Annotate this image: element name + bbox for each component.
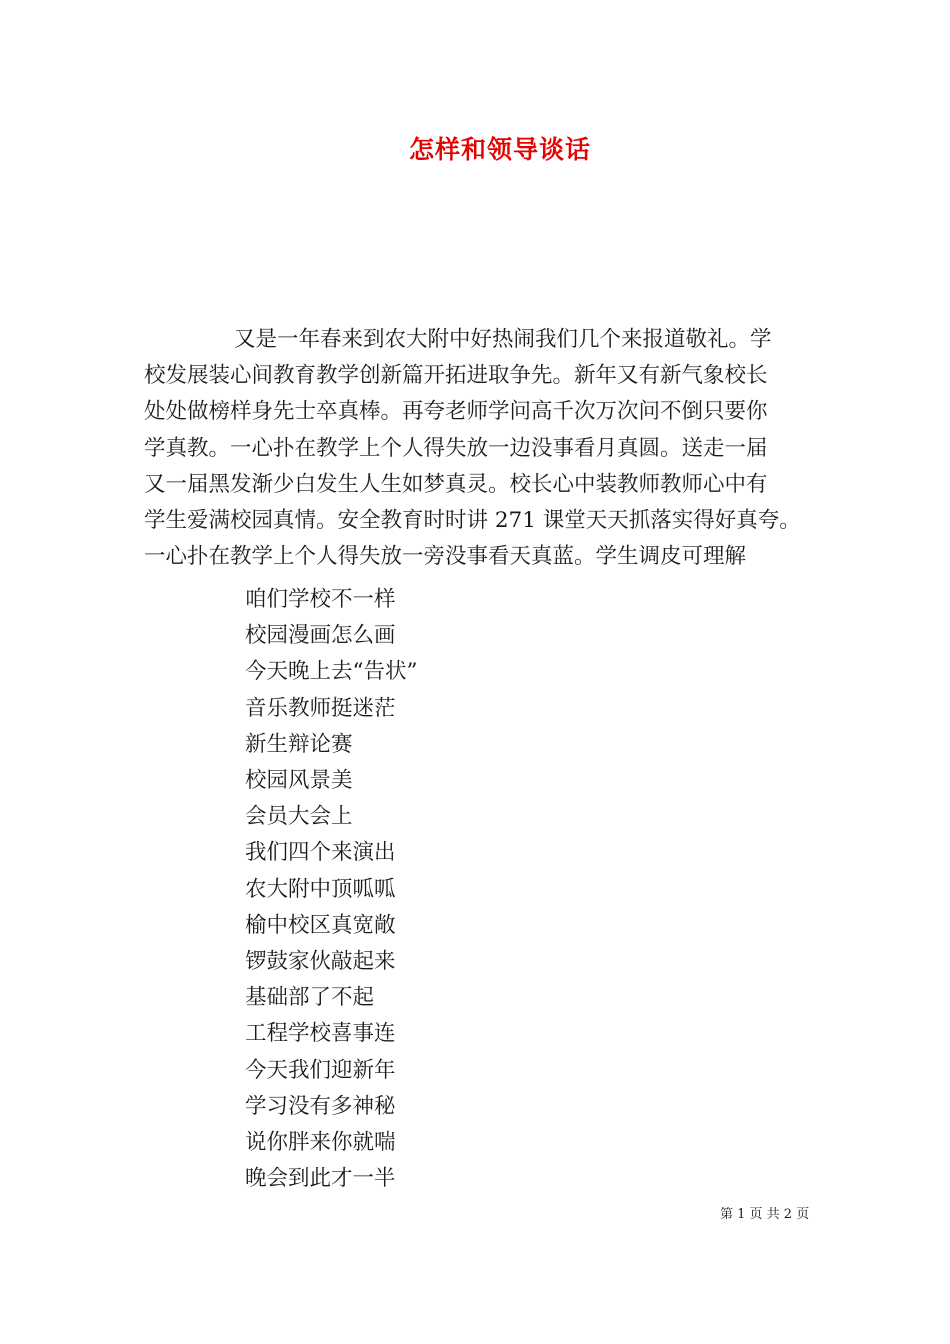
list-item: 咱们学校不一样 xyxy=(245,587,396,612)
paragraph-line: 一心扑在教学上个人得失放一旁没事看天真蓝。学生调皮可理解 xyxy=(144,544,747,570)
item-list xyxy=(245,582,417,1197)
list-item: 会员大会上 xyxy=(245,804,353,830)
list-item: 基础部了不起 xyxy=(245,985,375,1011)
paragraph-line: 学真教。一心扑在教学上个人得失放一边没事看月真圆。送走一届 xyxy=(144,435,768,461)
list-item: 晚会到此才一半 xyxy=(245,1166,396,1192)
list-item: 新生辩论赛 xyxy=(245,731,353,757)
list-item: 榆中校区真宽敞 xyxy=(245,912,396,938)
list-item: 音乐教师挺迷茫 xyxy=(245,695,396,721)
list-item: 农大附中顶呱呱 xyxy=(245,876,396,902)
list-item: 校园风景美 xyxy=(245,768,353,794)
list-item: 学习没有多神秘 xyxy=(245,1093,396,1119)
paragraph-line: 又一届黑发渐少白发生人生如梦真灵。校长心中装教师教师心中有 xyxy=(144,471,768,497)
paragraph-line: 学生爱满校园真情。安全教育时时讲 271 课堂天天抓落实得好真夸。 xyxy=(144,508,801,534)
list-item: 今天晚上去“告状” xyxy=(245,659,418,685)
list-item: 今天我们迎新年 xyxy=(245,1057,396,1083)
list-item: 锣鼓家伙敲起来 xyxy=(245,949,396,975)
paragraph-line: 处处做榜样身先士卒真棒。再夸老师学问高千次万次问不倒只要你 xyxy=(144,399,768,425)
list-item: 工程学校喜事连 xyxy=(245,1021,396,1047)
paragraph-line: 又是一年春来到农大附中好热闹我们几个来报道敬礼。学 xyxy=(234,327,772,352)
body-paragraph xyxy=(144,322,824,575)
list-item: 校园漫画怎么画 xyxy=(245,623,396,649)
document-title: 怎样和领导谈话 xyxy=(408,135,591,164)
list-item: 说你胖来你就喘 xyxy=(245,1130,396,1156)
page-footer: 第 1 页 共 2 页 xyxy=(720,1207,810,1222)
list-item: 我们四个来演出 xyxy=(245,840,396,866)
paragraph-line: 校发展装心间教育教学创新篇开拓进取争先。新年又有新气象校长 xyxy=(144,363,768,389)
